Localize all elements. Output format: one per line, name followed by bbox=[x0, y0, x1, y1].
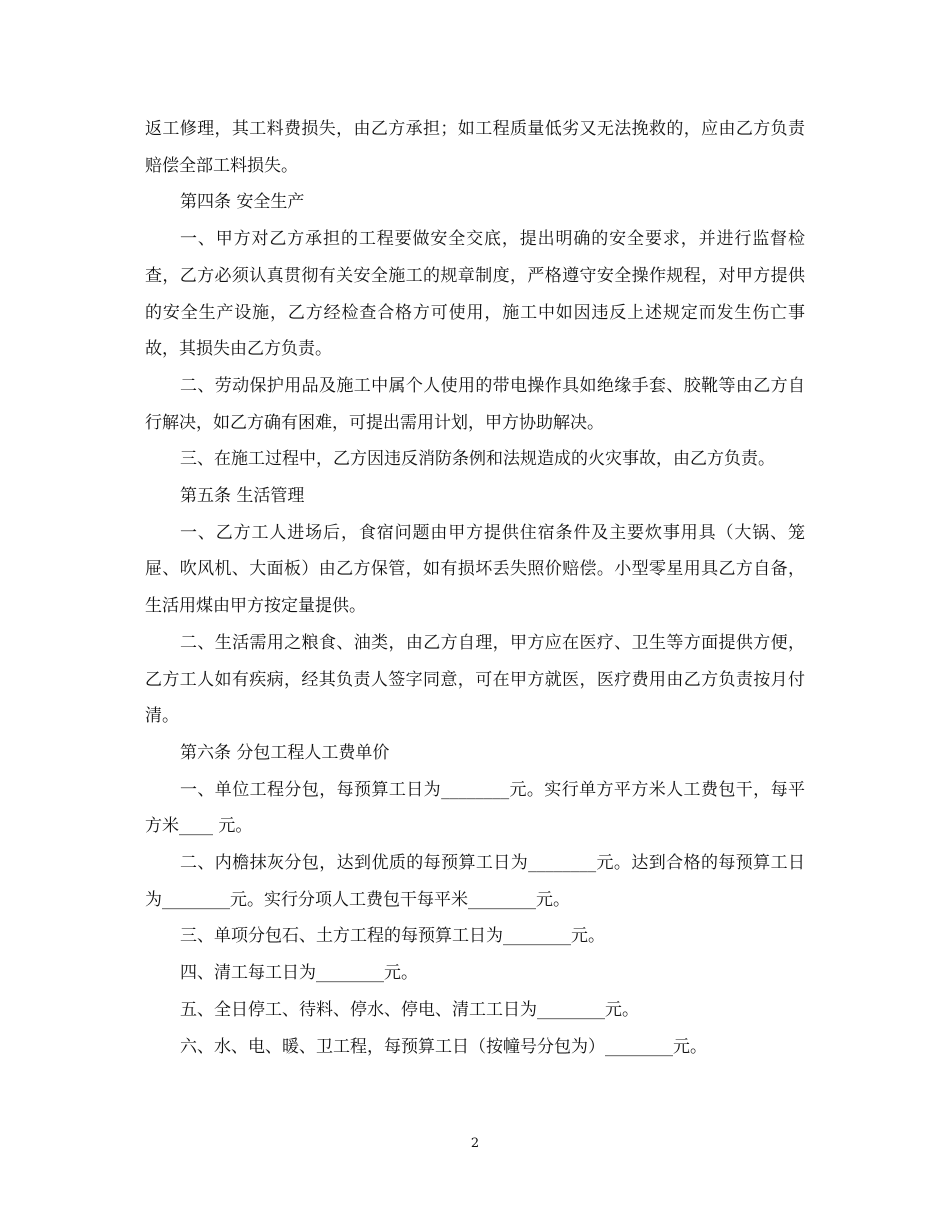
document-body bbox=[145, 111, 805, 1065]
article-6-clause-6: 六、水、电、暖、卫工程，每预算工日（按幢号分包为）________元。 bbox=[180, 1036, 707, 1057]
article-4-clause-2: 二、劳动保护用品及施工中属个人使用的带电操作具如绝缘手套、胶靴等由乙方自行解决，如乙方确有困难，可提出需用计划，甲方协助解决。 bbox=[145, 375, 805, 433]
paragraph-continuation: 返工修理，其工料费损失，由乙方承担；如工程质量低劣又无法挽救的，应由乙方负责赔偿全部工料损失。 bbox=[145, 119, 805, 176]
article-6-clause-3: 三、单项分包石、土方工程的每预算工日为________元。 bbox=[180, 926, 605, 947]
article-6-clause-4: 四、清工每工日为________元。 bbox=[180, 963, 418, 984]
article-4-heading: 第四条 安全生产 bbox=[180, 192, 305, 213]
article-6-heading: 第六条 分包工程人工费单价 bbox=[180, 742, 390, 763]
article-6-clause-2: 二、内檐抹灰分包，达到优质的每预算工日为________元。达到合格的每预算工日为________元。实行分项人工费包干每平米________元。 bbox=[145, 853, 805, 910]
page-number: 2 bbox=[470, 1136, 480, 1151]
article-6-clause-1: 一、单位工程分包，每预算工日为________元。实行单方平方米人工费包干，每平方米____ 元。 bbox=[145, 779, 805, 837]
article-5-heading: 第五条 生活管理 bbox=[180, 486, 305, 507]
article-4-clause-1: 一、甲方对乙方承担的工程要做安全交底，提出明确的安全要求，并进行监督检查，乙方必须认真贯彻有关安全施工的规章制度，严格遵守安全操作规程，对甲方提供的安全生产设施，乙方经检查合格方可使用，施工中如因违反上述规定而发生伤亡事故，其损失由乙方负责。 bbox=[145, 229, 805, 360]
article-6-clause-5: 五、全日停工、待料、停水、停电、清工工日为________元。 bbox=[180, 999, 639, 1020]
article-5-clause-1: 一、乙方工人进场后，食宿问题由甲方提供住宿条件及主要炊事用具（大锅、笼屉、吹风机、大面板）由乙方保管，如有损坏丢失照价赔偿。小型零星用具乙方自备，生活用煤由甲方按定量提供。 bbox=[145, 522, 805, 617]
article-4-clause-3: 三、在施工过程中，乙方因违反消防条例和法规造成的火灾事故，由乙方负责。 bbox=[180, 449, 775, 470]
article-5-clause-2: 二、生活需用之粮食、油类，由乙方自理，甲方应在医疗、卫生等方面提供方便，乙方工人如有疾病，经其负责人签字同意，可在甲方就医，医疗费用由乙方负责按月付清。 bbox=[145, 632, 805, 727]
